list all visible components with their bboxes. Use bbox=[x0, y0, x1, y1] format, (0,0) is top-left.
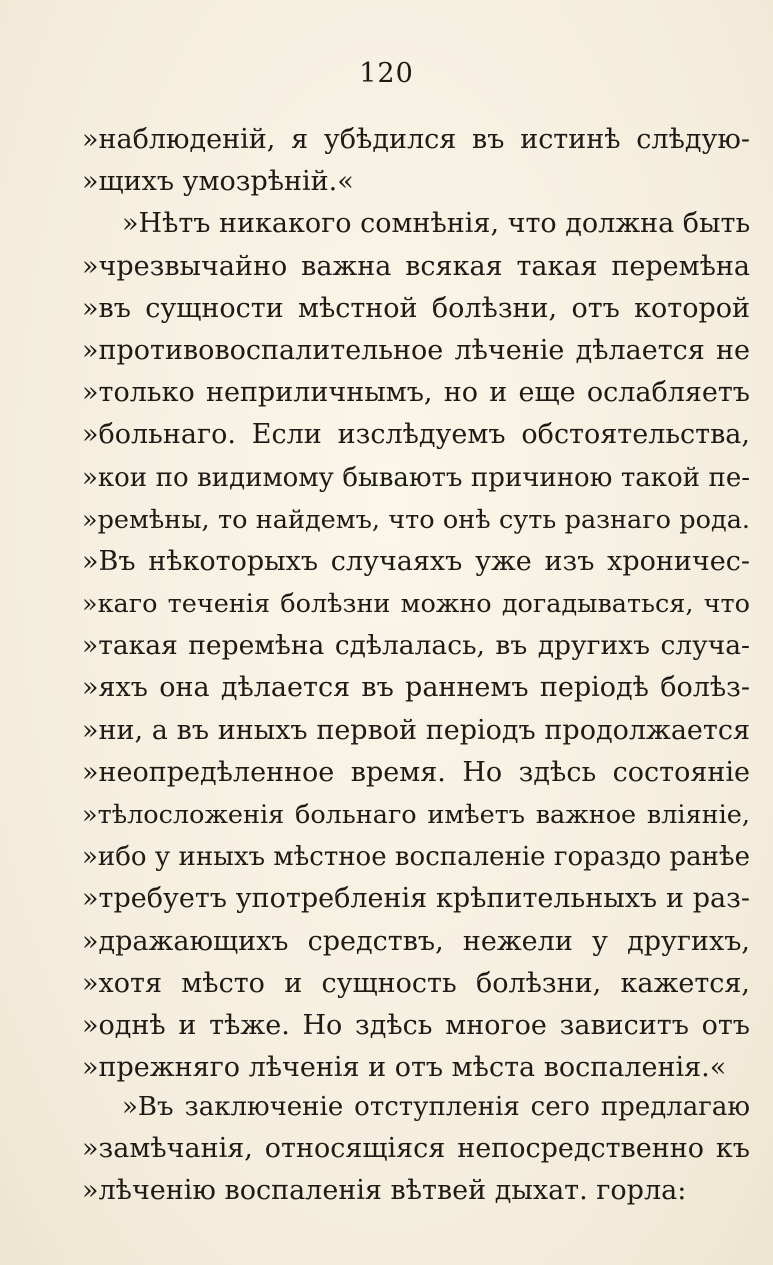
text-line: »лѣченію воспаленія вѣтвей дыхат. горла: bbox=[82, 1175, 687, 1207]
page-number: 120 bbox=[359, 58, 414, 89]
text-line: »яхъ она дѣлается въ раннемъ періодѣ болѣз- bbox=[82, 672, 750, 704]
text-line: »замѣчанія, относящіяся непосредственно къ bbox=[82, 1133, 750, 1165]
text-line: »однѣ и тѣже. Но здѣсь многое зависитъ отъ bbox=[82, 1009, 750, 1041]
text-line: »Въ нѣкоторыхъ случаяхъ уже изъ хроничес- bbox=[82, 545, 750, 577]
text-line: »кои по видимому бываютъ причиною такой пе- bbox=[82, 462, 750, 493]
text-line: »Нѣтъ никакого сомнѣнія, что должна быть bbox=[122, 208, 750, 240]
text-line: »ни, а въ иныхъ первой періодъ продолжается bbox=[82, 714, 750, 746]
text-line: »тѣлосложенія больнаго имѣетъ важное вліяніе, bbox=[82, 800, 750, 830]
text-line: »въ сущности мѣстной болѣзни, отъ которой bbox=[82, 292, 750, 324]
text-line: »Въ заключеніе отступленія сего предлагаю bbox=[122, 1092, 750, 1122]
text-line: »требуетъ употребленія крѣпительныхъ и раз- bbox=[82, 883, 750, 915]
paragraph-block-2 bbox=[82, 1086, 750, 1213]
text-line: »такая перемѣна сдѣлалась, въ другихъ случа- bbox=[82, 630, 750, 662]
text-line: »больнаго. Если изслѣдуемъ обстоятельства, bbox=[82, 419, 750, 451]
text-line: »прежняго лѣченія и отъ мѣста воспаленія.« bbox=[82, 1052, 727, 1084]
paragraph-block-1 bbox=[82, 119, 750, 1089]
text-line: »дражающихъ средствъ, нежели у другихъ, bbox=[82, 925, 750, 957]
text-line: »наблюденій, я убѣдился въ истинѣ слѣдую- bbox=[82, 124, 750, 155]
text-line: »только неприличнымъ, но и еще ослабляетъ bbox=[82, 377, 750, 409]
text-line: »неопредѣленное время. Но здѣсь состояніе bbox=[82, 756, 750, 788]
text-line: »хотя мѣсто и сущность болѣзни, кажется, bbox=[82, 967, 750, 999]
text-line: »чрезвычайно важна всякая такая перемѣна bbox=[82, 250, 750, 282]
text-line: »ибо у иныхъ мѣстное воспаленіе гораздо ранѣе bbox=[82, 842, 750, 873]
text-line: »ремѣны, то найдемъ, что онѣ суть разнаго рода. bbox=[82, 504, 750, 535]
text-line: »щихъ умозрѣній.« bbox=[82, 166, 354, 198]
text-line: »противовоспалительное лѣченіе дѣлается не bbox=[82, 334, 750, 366]
text-line: »каго теченія болѣзни можно догадываться, что bbox=[82, 589, 750, 620]
